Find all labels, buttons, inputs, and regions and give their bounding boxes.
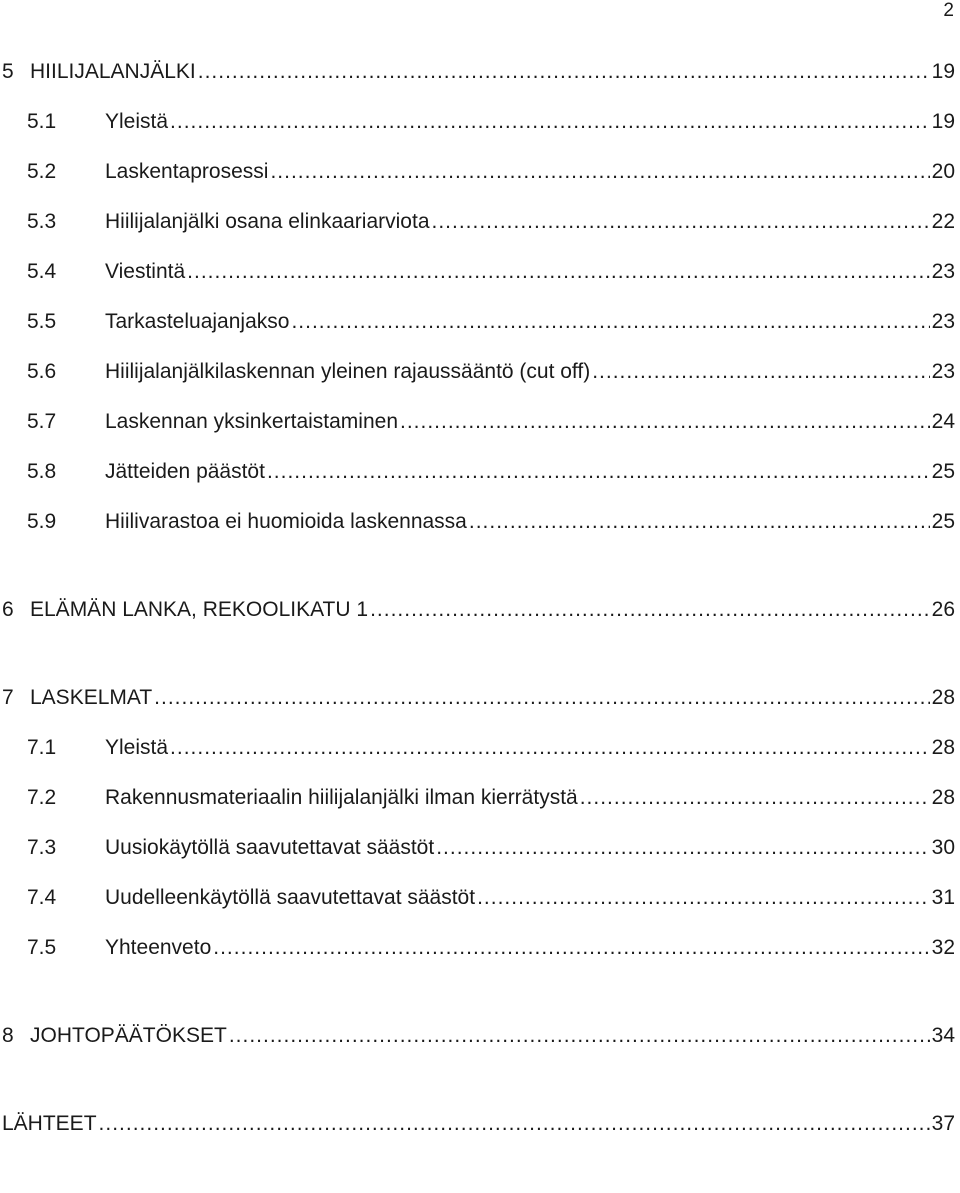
toc-entry-title: Jätteiden päästöt: [105, 460, 265, 483]
toc-entry-page: 26: [931, 598, 955, 621]
toc-entry-number: 5.6: [27, 360, 57, 383]
toc-entry[interactable]: [0, 1021, 955, 1051]
toc-entry-title: Hiilijalanjälki osana elinkaariarviota: [105, 210, 430, 233]
toc-entry-title: Laskennan yksinkertaistaminen: [105, 410, 398, 433]
toc-dot-leader: [187, 257, 929, 287]
toc-entry-number: 7.1: [27, 736, 57, 759]
toc-dot-leader: [267, 457, 930, 487]
toc-entry-number: 5.5: [27, 310, 57, 333]
toc-entry-number: 5.3: [27, 210, 57, 233]
toc-entry-title: Hiilivarastoa ei huomioida laskennassa: [105, 510, 467, 533]
toc-entry[interactable]: [0, 507, 955, 537]
toc-entry[interactable]: [0, 207, 955, 237]
toc-entry[interactable]: [0, 833, 955, 863]
toc-entry-title: Laskentaprosessi: [105, 160, 269, 183]
toc-entry-page: 25: [931, 460, 955, 483]
toc-entry[interactable]: [0, 883, 955, 913]
toc-entry-title: LASKELMAT: [30, 686, 153, 709]
toc-entry-title: Yhteenveto: [105, 936, 212, 959]
toc-entry-title: Tarkasteluajanjakso: [105, 310, 290, 333]
toc-entry-title: Rakennusmateriaalin hiilijalanjälki ilman kierrätystä: [105, 786, 578, 809]
toc-entry-title: JOHTOPÄÄTÖKSET: [30, 1024, 227, 1047]
toc-entry[interactable]: [0, 57, 955, 87]
toc-entry-page: 22: [931, 210, 955, 233]
toc-entry-page: 30: [931, 836, 955, 859]
toc-entry-page: 28: [931, 786, 955, 809]
toc-entry-title: Uudelleenkäytöllä saavutettavat säästöt: [105, 886, 476, 909]
toc-entry-page: 19: [931, 60, 955, 83]
toc-dot-leader: [154, 683, 929, 713]
toc-entry-number: 5.7: [27, 410, 57, 433]
toc-entry-page: 19: [931, 110, 955, 133]
toc-entry-title: Yleistä: [105, 736, 169, 759]
toc-entry-page: 37: [931, 1112, 955, 1135]
toc-dot-leader: [198, 57, 930, 87]
toc-entry[interactable]: [0, 257, 955, 287]
toc-dot-leader: [229, 1021, 930, 1051]
toc-dot-leader: [477, 883, 930, 913]
toc-entry-number: 7.2: [27, 786, 57, 809]
toc-entry-number: 5.4: [27, 260, 57, 283]
toc-entry[interactable]: [0, 595, 955, 625]
toc-entry-title: Yleistä: [105, 110, 169, 133]
toc-dot-leader: [291, 307, 929, 337]
toc-entry-title: Hiilijalanjälkilaskennan yleinen rajaussääntö (cut off): [105, 360, 591, 383]
toc-entry[interactable]: [0, 407, 955, 437]
toc-entry-page: 28: [931, 686, 955, 709]
toc-entry-page: 20: [931, 160, 955, 183]
toc-dot-leader: [592, 357, 929, 387]
toc-dot-leader: [400, 407, 930, 437]
toc-entry[interactable]: [0, 457, 955, 487]
toc-dot-leader: [469, 507, 930, 537]
toc-dot-leader: [580, 783, 930, 813]
toc-entry-page: 32: [931, 936, 955, 959]
toc-dot-leader: [436, 833, 929, 863]
page-number: 2: [943, 0, 954, 21]
toc-entry-number: 5.2: [27, 160, 57, 183]
toc-entry-page: 28: [931, 736, 955, 759]
toc-entry[interactable]: [0, 157, 955, 187]
toc-entry-number: 6: [2, 598, 14, 621]
toc-entry[interactable]: [0, 1109, 955, 1139]
toc-entry-page: 24: [931, 410, 955, 433]
toc-entry-page: 23: [931, 310, 955, 333]
toc-entry-number: 7.3: [27, 836, 57, 859]
toc-entry-number: 5.1: [27, 110, 57, 133]
toc-entry[interactable]: [0, 107, 955, 137]
toc-entry-number: 5.9: [27, 510, 57, 533]
toc-dot-leader: [170, 107, 930, 137]
toc-entry-number: 7: [2, 686, 14, 709]
toc-dot-leader: [432, 207, 930, 237]
toc-dot-leader: [270, 157, 929, 187]
toc-entry-page: 25: [931, 510, 955, 533]
toc-entry-number: 5: [2, 60, 14, 83]
toc-entry[interactable]: [0, 733, 955, 763]
toc-entry-page: 23: [931, 260, 955, 283]
toc-dot-leader: [99, 1109, 930, 1139]
toc-entry-page: 23: [931, 360, 955, 383]
toc-entry-number: 8: [2, 1024, 14, 1047]
toc-entry-title: HIILIJALANJÄLKI: [30, 60, 196, 83]
toc-entry-title: ELÄMÄN LANKA, REKOOLIKATU 1: [30, 598, 369, 621]
toc-dot-leader: [370, 595, 930, 625]
toc-entry-number: 5.8: [27, 460, 57, 483]
toc-entry-title: LÄHTEET: [2, 1112, 97, 1135]
toc-entry-page: 34: [931, 1024, 955, 1047]
toc-entry-page: 31: [931, 886, 955, 909]
toc-entry-title: Uusiokäytöllä saavutettavat säästöt: [105, 836, 435, 859]
toc-dot-leader: [170, 733, 930, 763]
toc-entry-title: Viestintä: [105, 260, 186, 283]
toc-entry[interactable]: [0, 357, 955, 387]
toc-entry[interactable]: [0, 307, 955, 337]
toc-entry[interactable]: [0, 683, 955, 713]
toc-entry[interactable]: [0, 783, 955, 813]
toc-entry[interactable]: [0, 933, 955, 963]
toc-dot-leader: [213, 933, 929, 963]
toc-entry-number: 7.4: [27, 886, 57, 909]
toc-entry-number: 7.5: [27, 936, 57, 959]
